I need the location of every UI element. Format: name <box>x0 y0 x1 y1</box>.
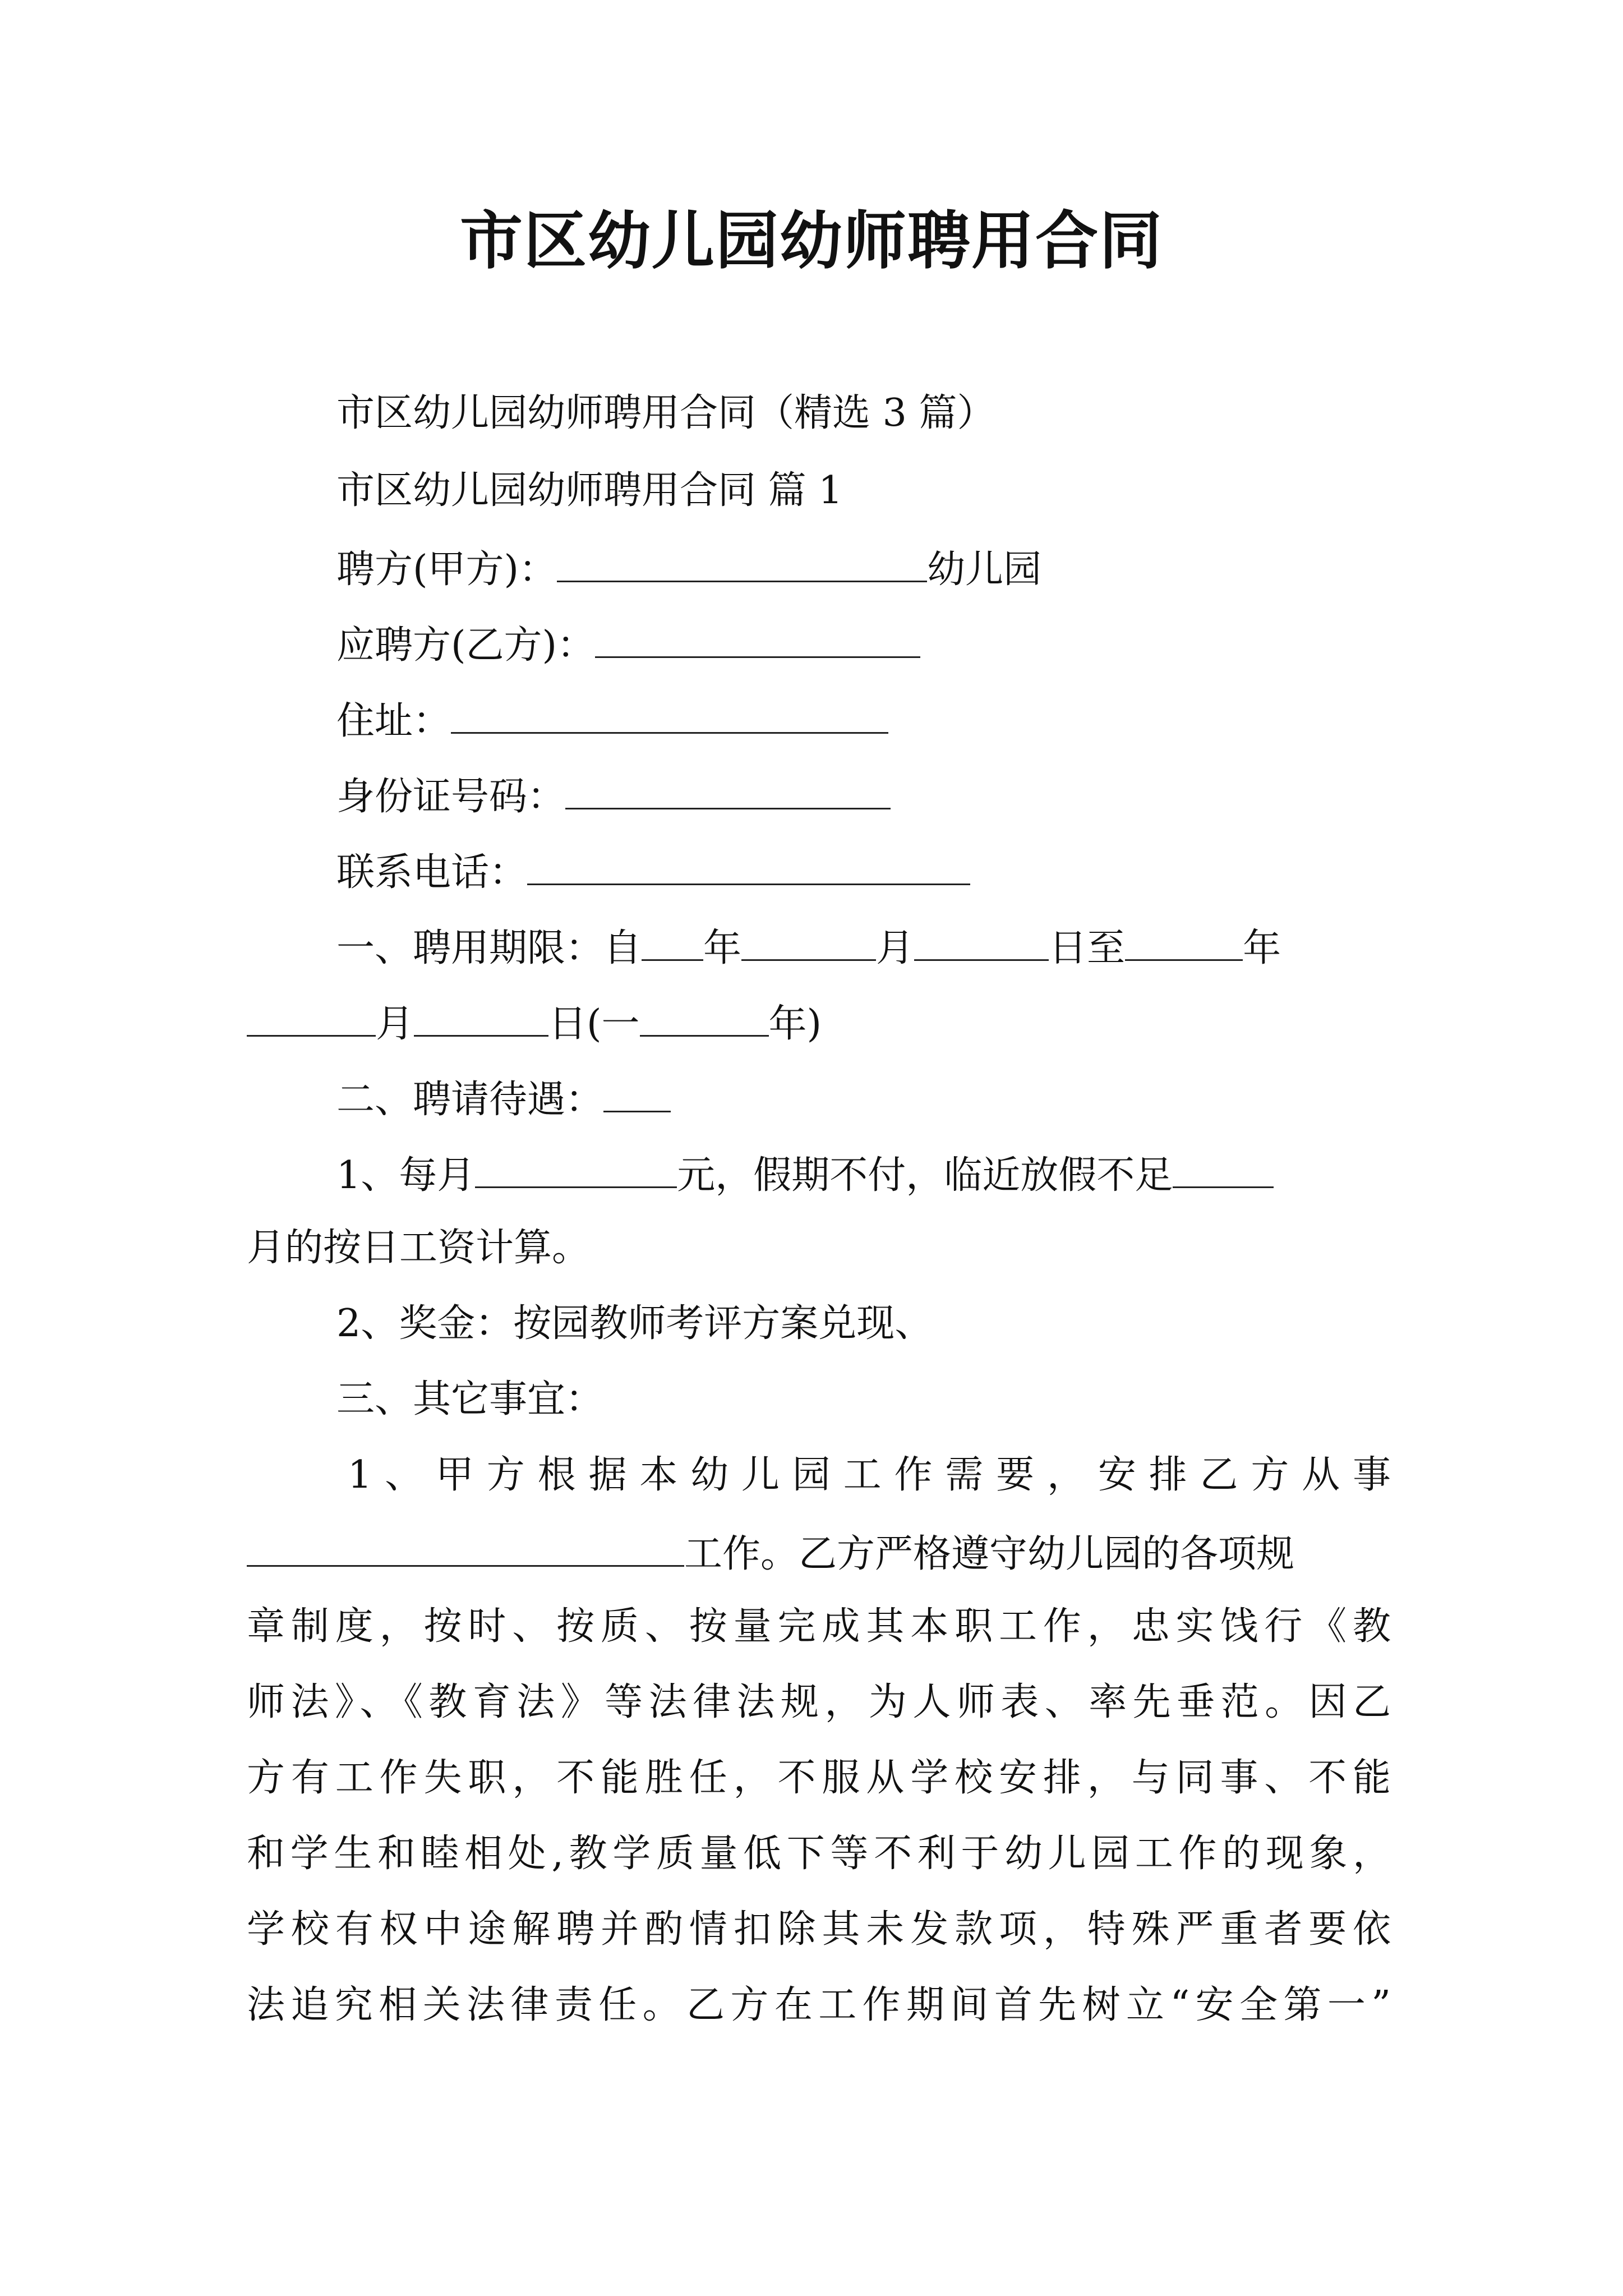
term-start-month-blank[interactable] <box>741 920 876 961</box>
address-label: 住址： <box>336 699 451 743</box>
pay-heading: 二、聘请待遇： <box>336 1078 604 1122</box>
term-start-day-blank[interactable] <box>914 920 1049 961</box>
phone-field <box>336 844 1391 898</box>
address-field <box>336 693 1391 747</box>
paragraph-line: 章制度，按时、按质、按量完成其本职工作，忠实饯行《教 <box>247 1604 1391 1649</box>
pay-monthly-prefix: 1、每月 <box>336 1153 476 1198</box>
paragraph-line: 学校有权中途解聘并酌情扣除其未发款项，特殊严重者要依 <box>247 1907 1391 1952</box>
document-title: 市区幼儿园幼师聘用合同 <box>460 204 1163 278</box>
id-number-field <box>336 769 1391 822</box>
pay-blank[interactable] <box>603 1071 671 1112</box>
pay-monthly-amount-blank[interactable] <box>475 1147 677 1188</box>
phone-blank[interactable] <box>527 844 970 885</box>
pay-bonus: 2、奖金：按园教师考评方案兑现、 <box>336 1301 933 1346</box>
term-month-label: 月 <box>876 926 915 970</box>
paragraph-line: 方有工作失职，不能胜任，不服从学校安排，与同事、不能 <box>247 1756 1391 1800</box>
document-subtitle: 市区幼儿园幼师聘用合同（精选 3 篇） <box>336 391 995 435</box>
term-year-close-label: 年) <box>768 1002 822 1046</box>
pay-monthly-mid: 元，假期不付，临近放假不足 <box>677 1153 1173 1198</box>
work-assignment-blank[interactable] <box>247 1526 684 1567</box>
address-blank[interactable] <box>451 693 888 734</box>
phone-label: 联系电话： <box>336 850 528 895</box>
pay-heading-line <box>336 1071 1391 1125</box>
employer-label: 聘方(甲方)： <box>336 547 557 592</box>
other-p1-after-blank: 工作。乙方严格遵守幼儿园的各项规 <box>684 1532 1295 1576</box>
term-line-1 <box>336 920 1391 974</box>
pay-monthly-end: 月的按日工资计算。 <box>247 1226 591 1270</box>
pay-monthly-line <box>336 1147 1391 1201</box>
other-heading: 三、其它事宜： <box>336 1377 604 1421</box>
paragraph-line: 师法》、《教育法》等法律法规，为人师表、率先垂范。因乙 <box>247 1680 1391 1724</box>
employee-blank[interactable] <box>595 617 920 658</box>
paragraph-line: 和学生和睦相处,教学质量低下等不利于幼儿园工作的现象， <box>247 1832 1391 1876</box>
term-years-blank[interactable] <box>640 996 769 1037</box>
employer-suffix: 幼儿园 <box>927 547 1042 592</box>
term-end-month-blank[interactable] <box>247 996 376 1037</box>
employee-field <box>336 617 1391 671</box>
paragraph-line: 法追究相关法律责任。乙方在工作期间首先树立“安全第一” <box>247 1983 1391 2027</box>
term-end-year-blank[interactable] <box>1125 920 1243 961</box>
employer-field <box>336 541 1391 595</box>
other-p1-second <box>247 1526 1391 1580</box>
term-start-year-blank[interactable] <box>642 920 703 961</box>
section-heading: 市区幼儿园幼师聘用合同 篇 1 <box>336 468 843 513</box>
term-heading: 一、聘用期限：自 <box>336 926 642 970</box>
term-day-to-label: 日至 <box>1049 926 1126 970</box>
term-year-label: 年 <box>703 926 742 970</box>
term-day-open-label: 日(一 <box>548 1002 640 1046</box>
employer-blank[interactable] <box>557 541 927 582</box>
term-year2-label: 年 <box>1243 926 1281 970</box>
id-number-blank[interactable] <box>565 769 891 809</box>
pay-months-blank[interactable] <box>1173 1147 1274 1188</box>
term-end-day-blank[interactable] <box>414 996 548 1037</box>
other-p1-first: 1、甲方根据本幼儿园工作需要，安排乙方从事 <box>348 1453 1391 1497</box>
id-number-label: 身份证号码： <box>336 775 566 819</box>
term-line-2 <box>247 996 1391 1050</box>
term-month2-label: 月 <box>376 1002 414 1046</box>
employee-label: 应聘方(乙方)： <box>336 623 596 668</box>
